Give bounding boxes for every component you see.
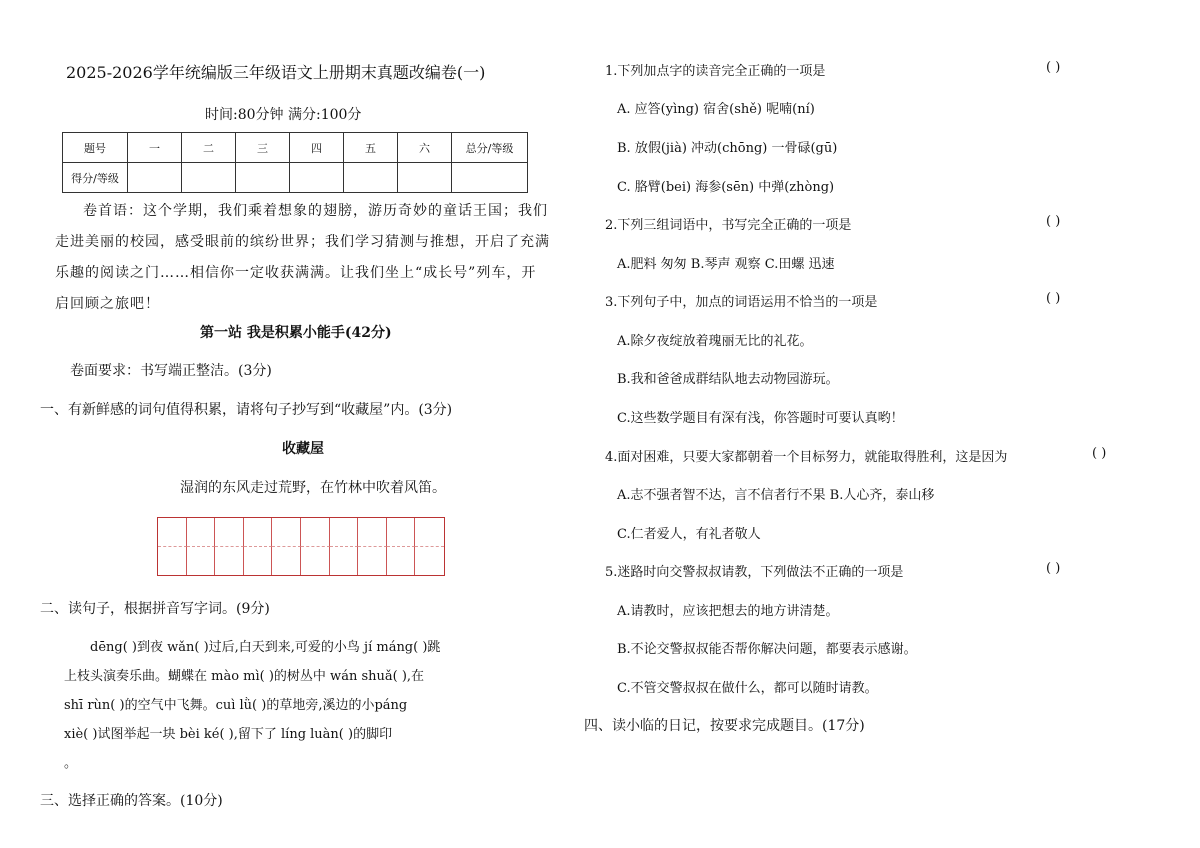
mc-question-2: 2.下列三组词语中，书写完全正确的一项是 [605,218,852,233]
collection-house-title: 收藏屋 [282,441,324,457]
score-input-cell[interactable] [236,163,290,193]
time-score-line: 时间:80分钟 满分:100分 [205,107,362,123]
answer-paren[interactable]: ( ) [1046,561,1061,576]
answer-paren[interactable]: ( ) [1046,291,1061,306]
option-line: B. 放假(jià) 冲动(chōng) 一骨碌(gū) [617,141,838,156]
copy-sentence: 湿润的东风走过荒野，在竹林中吹着风笛。 [180,480,446,496]
answer-paren[interactable]: ( ) [1092,446,1107,461]
pinyin-line: 。 [64,756,78,771]
option-line: A. 应答(yìng) 宿舍(shě) 呢喃(ní) [617,102,815,117]
question-2: 二、读句子，根据拼音写字词。(9分) [40,601,270,617]
neatness-requirement: 卷面要求：书写端正整洁。(3分) [70,363,272,379]
mc-question-5: 5.迷路时向交警叔叔请教，下列做法不正确的一项是 [605,565,904,580]
table-cell: 四 [290,133,344,163]
table-cell: 总分/等级 [452,133,528,163]
writing-grid[interactable] [157,517,445,576]
option-line: C.这些数学题目有深有浅，你答题时可要认真哟！ [617,411,904,426]
option-line: C. 胳臂(bei) 海参(sēn) 中弹(zhòng) [617,180,835,195]
score-table-header-row [63,133,528,163]
exam-title: 2025-2026学年统编版三年级语文上册期末真题改编卷(一) [66,63,486,82]
table-cell: 题号 [63,133,128,163]
pinyin-line: dēng( )到夜 wǎn( )过后,白天到来,可爱的小鸟 jí máng( )跳 [90,640,441,655]
score-table-score-row [63,163,528,193]
option-line: B.不论交警叔叔能否帮你解决问题，都要表示感谢。 [617,642,917,657]
option-line: A.请教时，应该把想去的地方讲清楚。 [617,604,839,619]
table-cell: 五 [344,133,398,163]
score-table [62,132,528,193]
score-input-cell[interactable] [290,163,344,193]
table-cell: 六 [398,133,452,163]
table-cell: 三 [236,133,290,163]
score-input-cell[interactable] [344,163,398,193]
score-input-cell[interactable] [398,163,452,193]
option-line: B.我和爸爸成群结队地去动物园游玩。 [617,372,839,387]
option-line: C.仁者爱人，有礼者敬人 [617,527,761,542]
question-1: 一、有新鲜感的词句值得积累，请将句子抄写到“收藏屋”内。(3分) [40,402,453,418]
pinyin-line: xiè( )试图举起一块 bèi ké( ),留下了 líng luàn( )的脚印 [64,727,393,742]
mc-question-4: 4.面对困难，只要大家都朝着一个目标努力，就能取得胜利，这是因为 [605,450,1008,465]
answer-paren[interactable]: ( ) [1046,214,1061,229]
section-title: 第一站 我是积累小能手(42分) [200,325,392,341]
question-4: 四、读小临的日记，按要求完成题目。(17分) [584,718,865,734]
table-cell: 得分/等级 [63,163,128,193]
mc-question-1: 1.下列加点字的读音完全正确的一项是 [605,64,826,79]
score-input-cell[interactable] [128,163,182,193]
option-line: C.不管交警叔叔在做什么，都可以随时请教。 [617,681,878,696]
mc-question-3: 3.下列句子中，加点的词语运用不恰当的一项是 [605,295,878,310]
pinyin-line: shī rùn( )的空气中飞舞。cuì lǜ( )的草地旁,溪边的小páng [64,698,408,713]
question-3: 三、选择正确的答案。(10分) [40,793,223,809]
score-input-cell[interactable] [182,163,236,193]
answer-paren[interactable]: ( ) [1046,60,1061,75]
pinyin-line: 上枝头演奏乐曲。蝴蝶在 mào mì( )的树丛中 wán shuǎ( ),在 [64,669,425,684]
table-cell: 二 [182,133,236,163]
intro-paragraph: 卷首语：这个学期，我们乘着想象的翅膀，游历奇妙的童话王国；我们走进美丽的校园，感受眼前的缤纷世界；我们学习猜测与推想，开启了充满乐趣的阅读之门……相信你一定收获满满。让我们坐上“成长号”列车，开启回顾之旅吧！ [55,203,550,312]
score-input-cell[interactable] [452,163,528,193]
table-cell: 一 [128,133,182,163]
option-line: A.除夕夜绽放着瑰丽无比的礼花。 [617,334,813,349]
option-line: A.志不强者智不达，言不信者行不果 B.人心齐，泰山移 [617,488,935,503]
option-line: A.肥料 匆匆 B.琴声 观察 C.田螺 迅速 [617,257,835,272]
